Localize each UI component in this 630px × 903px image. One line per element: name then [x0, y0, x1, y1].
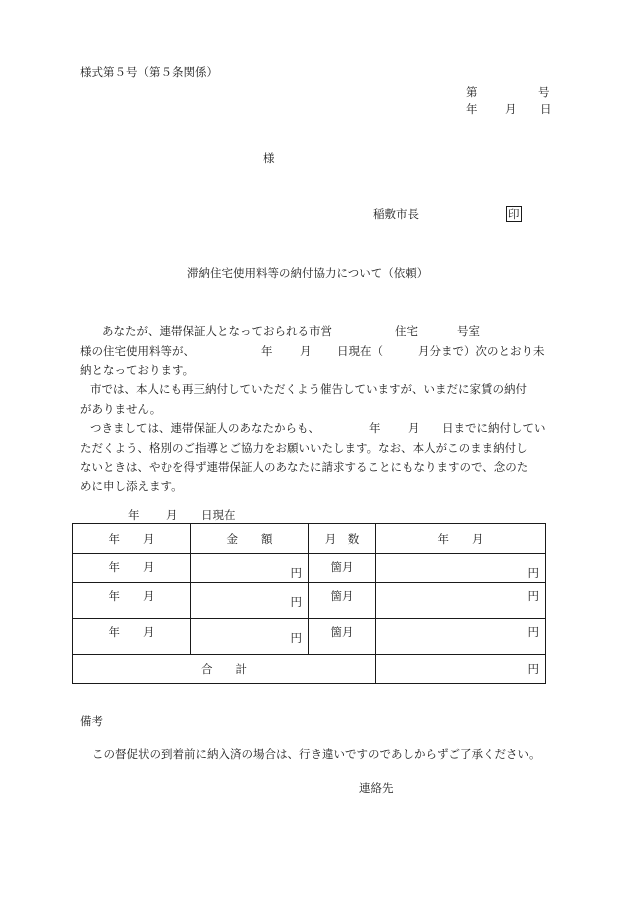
seal-mark	[506, 206, 522, 222]
body-p1-l2-a: 様の住宅使用料等が、	[80, 344, 195, 358]
body-p3-l1-c: 月	[408, 421, 420, 435]
issuer-title: 稲敷市長	[373, 207, 419, 221]
row-unit: 円	[376, 583, 546, 619]
remarks-label: 備考	[80, 714, 103, 728]
form-number: 様式第５号（第５条関係）	[80, 65, 218, 79]
header-period-2: 年 月	[376, 524, 546, 554]
arrears-table	[72, 523, 546, 684]
body-p3-l3: ないときは、やむを得ず連帯保証人のあなたに請求することにもなりますので、念のた	[80, 460, 529, 474]
body-p1-l1-b: 住宅	[395, 324, 418, 338]
body-p1-l2-e: 月分まで）次のとおり未	[418, 344, 545, 358]
row-period: 年 月	[73, 583, 191, 619]
row-period: 年 月	[73, 554, 191, 583]
body-p3-l1-d: 日までに納付してい	[442, 421, 546, 435]
row-months-unit: 箇月	[309, 583, 376, 619]
body-p1-l2-c: 月	[300, 344, 312, 358]
total-unit: 円	[376, 655, 546, 684]
body-p1-l1-c: 号室	[457, 324, 480, 338]
row-months-unit: 箇月	[309, 554, 376, 583]
body-p2-l1: 市では、本人にも再三納付していただくよう催告していますが、いまだに家賃の納付	[90, 382, 527, 396]
row-period: 年 月	[73, 619, 191, 655]
remarks-text: この督促状の到着前に納入済の場合は、行き違いですのであしからずご了承ください。	[92, 747, 541, 761]
header-months: 月 数	[309, 524, 376, 554]
body-p1-l2-b: 年	[261, 344, 273, 358]
doc-number-suffix: 号	[538, 85, 550, 99]
body-p3-l4: めに申し添えます。	[80, 479, 183, 493]
row-amount-unit: 円	[191, 554, 309, 583]
as-of-day: 日現在	[201, 508, 236, 522]
as-of-month: 月	[166, 508, 178, 522]
body-p1-l1-a: あなたが、連帯保証人となっておられる市営	[102, 324, 332, 338]
as-of-year: 年	[128, 508, 140, 522]
body-p3-l2: ただくよう、格別のご指導とご協力をお願いいたします。なお、本人がこのまま納付し	[80, 441, 528, 455]
seal-text: 印	[508, 207, 520, 221]
date-year: 年	[466, 102, 478, 116]
table-row	[73, 619, 546, 655]
table-row	[73, 554, 546, 583]
row-months-unit: 箇月	[309, 619, 376, 655]
table-row	[73, 583, 546, 619]
body-p1-l3: 納となっております。	[80, 363, 195, 377]
addressee-honorific: 様	[263, 151, 275, 165]
date-day: 日	[540, 102, 552, 116]
body-p3-l1-b: 年	[369, 421, 381, 435]
body-p1-l2-d: 日現在（	[337, 344, 383, 358]
body-p3-l1-a: つきましては、連帯保証人のあなたからも、	[90, 421, 320, 435]
row-unit: 円	[376, 554, 546, 583]
header-amount: 金 額	[191, 524, 309, 554]
total-label: 合 計	[73, 655, 376, 684]
contact-label: 連絡先	[359, 781, 394, 795]
doc-number-prefix: 第	[466, 85, 478, 99]
header-period: 年 月	[73, 524, 191, 554]
row-amount-unit: 円	[191, 583, 309, 619]
body-p2-l2: がありません。	[80, 402, 162, 416]
subject-title: 滞納住宅使用料等の納付協力について（依頼）	[187, 266, 429, 280]
row-amount-unit: 円	[191, 619, 309, 655]
row-unit: 円	[376, 619, 546, 655]
date-month: 月	[505, 102, 517, 116]
table-header-row	[73, 524, 546, 554]
table-total-row	[73, 655, 546, 684]
